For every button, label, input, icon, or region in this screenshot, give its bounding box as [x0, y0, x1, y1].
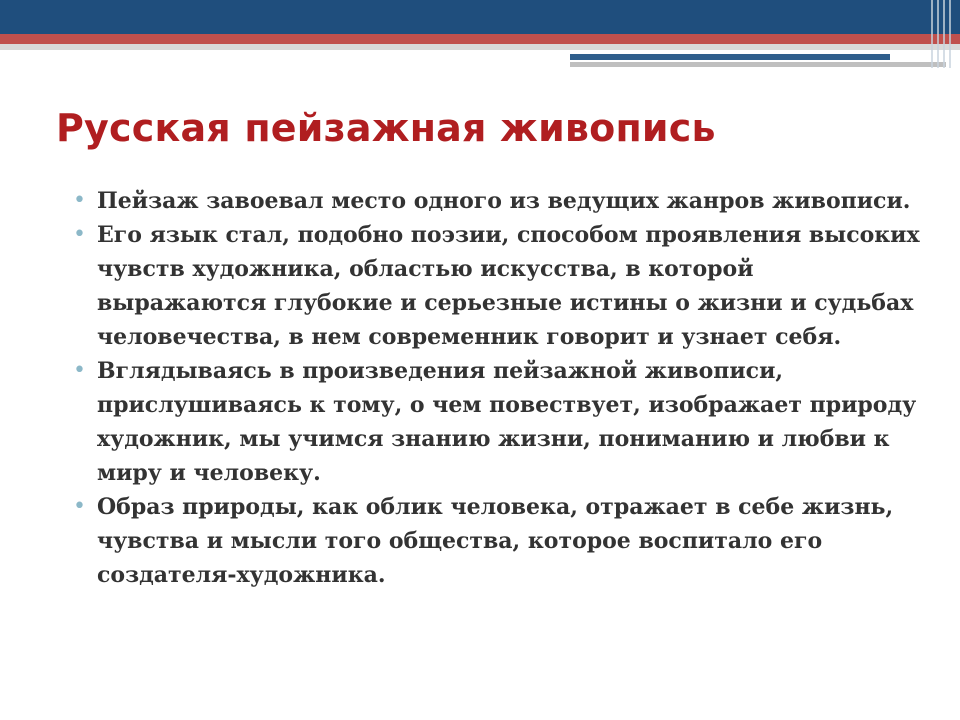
bullet-item — [70, 218, 920, 354]
bullet-item — [70, 490, 920, 592]
bullet-dot-icon: • — [73, 358, 86, 383]
slide-title: Русская пейзажная живопись — [56, 106, 716, 150]
bullet-text: Его язык стал, подобно поэзии, способом проявления высоких чувств художника, областью искусства, в которой выражаются глубокие и серьезные истины о жизни и судьбах человечества, в нем современник говорит и узнает себя. — [97, 222, 920, 350]
bullet-dot-icon: • — [73, 494, 86, 519]
bullet-dot-icon: • — [73, 222, 86, 247]
bullet-list — [70, 184, 920, 592]
bullet-text: Пейзаж завоевал место одного из ведущих жанров живописи. — [97, 188, 911, 214]
corner-decoration — [0, 0, 960, 80]
bullet-text: Вглядываясь в произведения пейзажной живописи, прислушиваясь к тому, о чем повествует, изображает природу художник, мы учимся знанию жизни, пониманию и любви к миру и человеку. — [97, 358, 917, 486]
bullet-item — [70, 354, 920, 490]
bullet-text: Образ природы, как облик человека, отражает в себе жизнь, чувства и мысли того общества, которое воспитало его создателя-художника. — [97, 494, 894, 588]
bullet-item — [70, 184, 920, 218]
bullet-dot-icon: • — [73, 188, 86, 213]
